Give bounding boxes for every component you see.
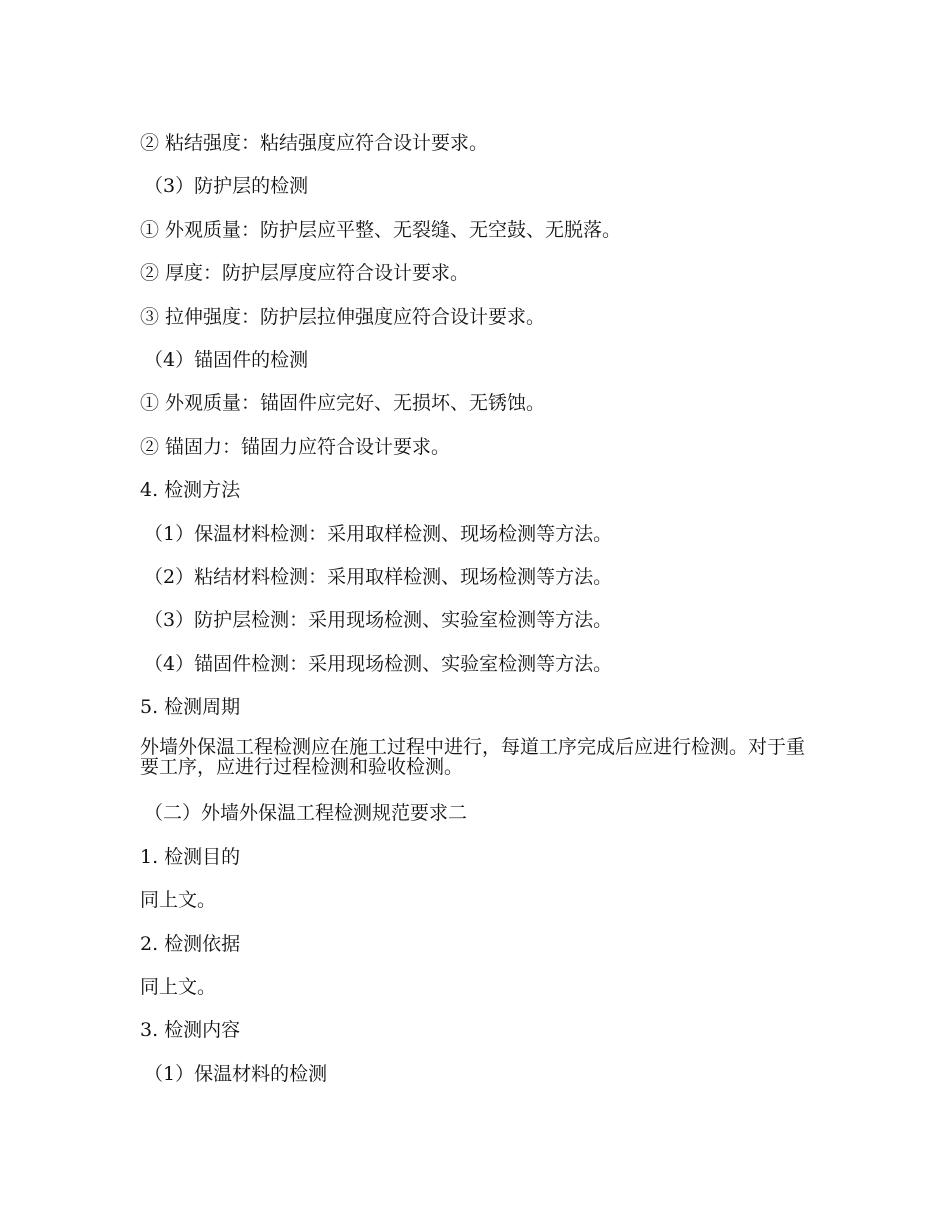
- paragraph-method-protective: （3）防护层检测：采用现场检测、实验室检测等方法。: [144, 609, 613, 632]
- paragraph-anchor-force: ② 锚固力：锚固力应符合设计要求。: [140, 435, 451, 458]
- paragraph-method-insulation: （1）保温材料检测：采用取样检测、现场检测等方法。: [144, 522, 613, 545]
- paragraph-same-as-above-2: 同上文。: [140, 976, 217, 999]
- paragraph-method-anchor: （4）锚固件检测：采用现场检测、实验室检测等方法。: [144, 652, 613, 675]
- heading-test-content: 3. 检测内容: [140, 1019, 241, 1042]
- paragraph-same-as-above-1: 同上文。: [140, 889, 217, 912]
- paragraph-method-adhesive: （2）粘结材料检测：采用取样检测、现场检测等方法。: [144, 565, 613, 588]
- paragraph-tensile-strength: ③ 拉伸强度：防护层拉伸强度应符合设计要求。: [140, 305, 546, 328]
- heading-test-cycle: 5. 检测周期: [140, 696, 241, 719]
- paragraph-protective-appearance: ① 外观质量：防护层应平整、无裂缝、无空鼓、无脱落。: [140, 218, 622, 241]
- paragraph-anchor-appearance: ① 外观质量：锚固件应完好、无损坏、无锈蚀。: [140, 392, 546, 415]
- paragraph-test-cycle-body: 外墙外保温工程检测应在施工过程中进行，每道工序完成后应进行检测。对于重要工序，应进行过程检测和验收检测。: [140, 736, 806, 779]
- heading-section-two: （二）外墙外保温工程检测规范要求二: [144, 802, 468, 825]
- heading-test-methods: 4. 检测方法: [140, 479, 241, 502]
- heading-test-purpose: 1. 检测目的: [140, 845, 241, 868]
- paragraph-bond-strength: ② 粘结强度：粘结强度应符合设计要求。: [140, 132, 489, 154]
- heading-insulation-material-test: （1）保温材料的检测: [144, 1062, 328, 1085]
- heading-protective-layer-test: （3）防护层的检测: [144, 175, 309, 198]
- document-body: [140, 128, 810, 1102]
- paragraph-protective-thickness: ② 厚度：防护层厚度应符合设计要求。: [140, 262, 470, 285]
- heading-anchor-test: （4）锚固件的检测: [144, 348, 309, 371]
- heading-test-basis: 2. 检测依据: [140, 932, 241, 955]
